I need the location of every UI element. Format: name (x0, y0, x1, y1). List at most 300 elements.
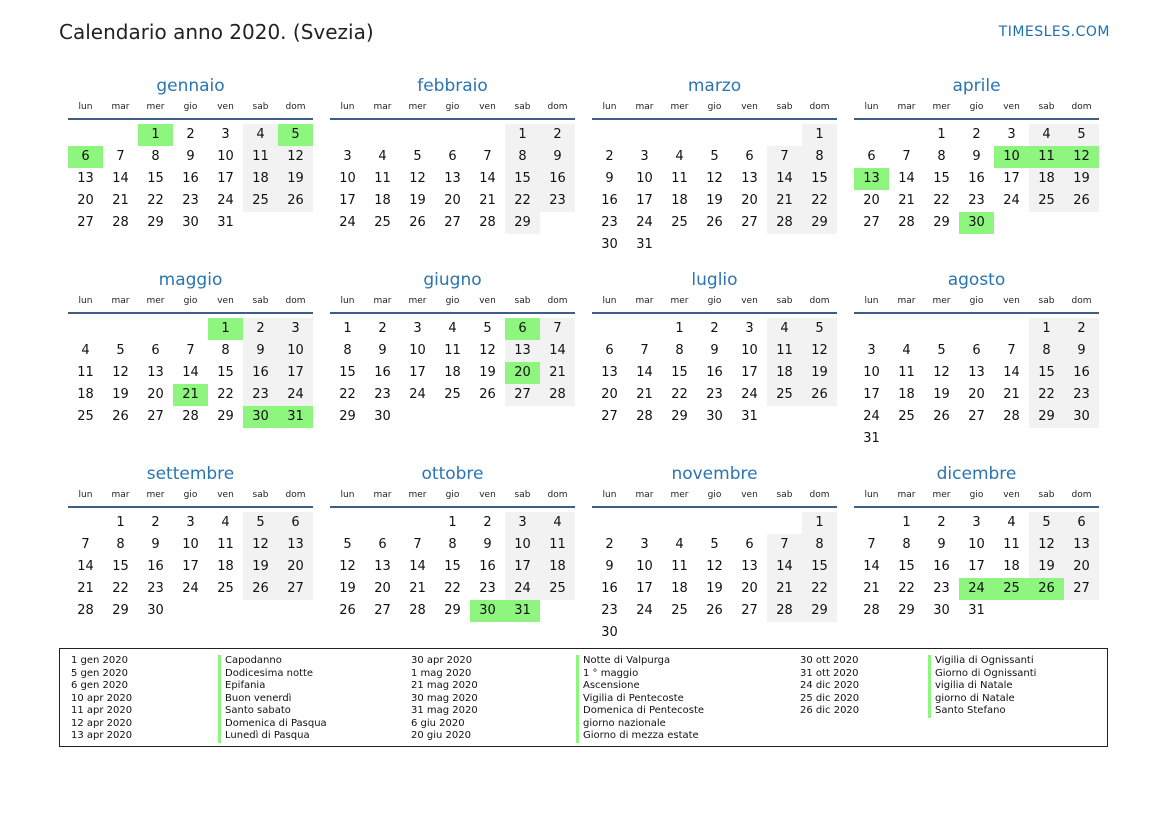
day-cell: 5 (343, 537, 352, 552)
empty-cell (697, 234, 732, 256)
weekday-label: lun (78, 296, 93, 306)
day-cell: 27 (863, 215, 880, 230)
day-cell: 20 (741, 193, 758, 208)
day-cell: 2 (243, 318, 278, 340)
day-cell: 27 (601, 409, 618, 424)
day-cell: 8 (343, 343, 352, 358)
day-cell: 9 (1064, 340, 1099, 362)
day-cell: 31 (217, 215, 234, 230)
weekday-label: ven (217, 102, 234, 112)
day-grid (592, 318, 837, 428)
day-cell: 5 (710, 537, 719, 552)
empty-cell (627, 622, 662, 644)
day-cell: 30 (601, 237, 618, 252)
weekday-label: mar (373, 490, 392, 500)
day-cell: 28 (479, 215, 496, 230)
day-cell: 8 (505, 146, 540, 168)
month-febbraio (330, 76, 575, 234)
day-cell: 8 (802, 146, 837, 168)
day-cell: 17 (278, 362, 313, 384)
empty-cell (767, 512, 802, 534)
day-cell: 12 (706, 559, 723, 574)
day-cell: 7 (413, 537, 422, 552)
holiday-name: Domenica di Pentecoste (576, 705, 704, 718)
weekday-label: lun (78, 102, 93, 112)
day-cell: 17 (968, 559, 985, 574)
empty-cell (103, 318, 138, 340)
day-cell: 25 (767, 384, 802, 406)
day-cell: 28 (182, 409, 199, 424)
day-cell: 27 (147, 409, 164, 424)
day-cell: 4 (448, 321, 457, 336)
month-novembre (592, 464, 837, 644)
empty-cell (802, 234, 837, 256)
holiday-date: 13 apr 2020 (71, 730, 133, 741)
day-cell: 22 (147, 193, 164, 208)
weekday-label: mar (897, 296, 916, 306)
day-cell: 16 (147, 559, 164, 574)
weekday-label: ven (741, 102, 758, 112)
day-cell: 27 (278, 578, 313, 600)
empty-cell (889, 318, 924, 340)
day-cell: 11 (540, 534, 575, 556)
legend-names-column (218, 655, 327, 743)
day-cell: 9 (483, 537, 492, 552)
day-cell: 10 (994, 146, 1029, 168)
day-cell: 8 (675, 343, 684, 358)
month-name: marzo (687, 76, 742, 96)
month-name: novembre (671, 464, 758, 484)
day-cell: 2 (378, 321, 387, 336)
day-cell: 6 (505, 318, 540, 340)
empty-cell (627, 512, 662, 534)
day-cell: 8 (221, 343, 230, 358)
day-cell: 25 (243, 190, 278, 212)
day-cell: 16 (601, 193, 618, 208)
day-cell: 21 (863, 581, 880, 596)
day-cell: 12 (479, 343, 496, 358)
day-cell: 7 (540, 318, 575, 340)
holiday-name: Lunedì di Pasqua (218, 730, 327, 743)
month-agosto (854, 270, 1099, 450)
month-name: maggio (158, 270, 223, 290)
day-cell: 6 (745, 537, 754, 552)
holiday-date: 1 gen 2020 (71, 655, 129, 666)
empty-cell (540, 212, 575, 234)
weekday-label: lun (602, 296, 617, 306)
day-grid (592, 124, 837, 256)
weekday-label: ven (741, 296, 758, 306)
day-cell: 7 (483, 149, 492, 164)
day-cell: 6 (68, 146, 103, 168)
holiday-date: 30 ott 2020 (800, 655, 859, 666)
day-cell: 26 (479, 387, 496, 402)
day-cell: 14 (182, 365, 199, 380)
day-grid (330, 318, 575, 428)
weekday-label: mar (111, 102, 130, 112)
day-cell: 4 (675, 149, 684, 164)
day-cell: 28 (112, 215, 129, 230)
weekday-header (592, 294, 837, 314)
day-cell: 5 (278, 124, 313, 146)
day-cell: 19 (1064, 168, 1099, 190)
day-cell: 19 (802, 362, 837, 384)
day-cell: 4 (540, 512, 575, 534)
empty-cell (103, 124, 138, 146)
day-cell: 22 (898, 581, 915, 596)
month-luglio (592, 270, 837, 428)
day-cell: 29 (112, 603, 129, 618)
day-cell: 1 (937, 127, 946, 142)
holiday-name: Vigilia di Pentecoste (576, 693, 704, 706)
day-cell: 7 (640, 343, 649, 358)
empty-cell (278, 600, 313, 622)
weekday-label: lun (602, 490, 617, 500)
empty-cell (1029, 600, 1064, 622)
weekday-header (330, 488, 575, 508)
day-cell: 31 (636, 237, 653, 252)
empty-cell (68, 512, 103, 534)
day-cell: 23 (968, 193, 985, 208)
day-cell: 1 (1029, 318, 1064, 340)
day-cell: 21 (77, 581, 94, 596)
day-cell: 10 (182, 537, 199, 552)
weekday-label: mer (670, 296, 689, 306)
weekday-label: mar (635, 296, 654, 306)
day-cell: 7 (116, 149, 125, 164)
weekday-label: mar (897, 490, 916, 500)
day-cell: 31 (741, 409, 758, 424)
day-cell: 16 (374, 365, 391, 380)
day-cell: 19 (479, 365, 496, 380)
holiday-legend (59, 648, 1108, 747)
day-cell: 21 (636, 387, 653, 402)
holiday-date: 1 mag 2020 (411, 667, 472, 679)
empty-cell (767, 234, 802, 256)
day-cell: 9 (243, 340, 278, 362)
empty-cell (68, 124, 103, 146)
day-cell: 31 (505, 600, 540, 622)
day-cell: 6 (605, 343, 614, 358)
empty-cell (767, 124, 802, 146)
day-cell: 11 (671, 171, 688, 186)
month-aprile (854, 76, 1099, 234)
day-cell: 21 (540, 362, 575, 384)
day-cell: 16 (601, 581, 618, 596)
day-cell: 23 (601, 603, 618, 618)
day-cell: 17 (339, 193, 356, 208)
day-cell: 23 (706, 387, 723, 402)
day-cell: 19 (278, 168, 313, 190)
day-cell: 30 (706, 409, 723, 424)
day-cell: 2 (605, 149, 614, 164)
day-cell: 24 (863, 409, 880, 424)
day-cell: 22 (505, 190, 540, 212)
day-cell: 27 (77, 215, 94, 230)
day-cell: 10 (636, 559, 653, 574)
weekday-label: gio (183, 102, 198, 112)
day-cell: 13 (741, 559, 758, 574)
weekday-label: mer (932, 490, 951, 500)
day-cell: 20 (77, 193, 94, 208)
day-cell: 18 (243, 168, 278, 190)
legend-dates-column (800, 655, 859, 718)
day-cell: 18 (767, 362, 802, 384)
weekday-label: ven (741, 490, 758, 500)
day-cell: 5 (710, 149, 719, 164)
empty-cell (767, 622, 802, 644)
day-cell: 26 (243, 578, 278, 600)
day-cell: 29 (1029, 406, 1064, 428)
weekday-header (854, 488, 1099, 508)
day-cell: 18 (671, 581, 688, 596)
day-cell: 16 (1064, 362, 1099, 384)
holiday-date: 6 giu 2020 (411, 717, 465, 729)
day-cell: 7 (186, 343, 195, 358)
day-cell: 21 (112, 193, 129, 208)
empty-cell (662, 622, 697, 644)
day-cell: 25 (374, 215, 391, 230)
day-cell: 26 (1064, 190, 1099, 212)
day-cell: 27 (741, 215, 758, 230)
day-cell: 1 (802, 124, 837, 146)
month-marzo (592, 76, 837, 256)
day-cell: 25 (444, 387, 461, 402)
weekday-label: mar (635, 102, 654, 112)
day-cell: 1 (138, 124, 173, 146)
weekday-label: mar (373, 102, 392, 112)
day-cell: 24 (636, 603, 653, 618)
weekday-label: dom (285, 490, 306, 500)
weekday-label: dom (1071, 490, 1092, 500)
day-cell: 3 (1007, 127, 1016, 142)
day-cell: 7 (81, 537, 90, 552)
weekday-label: lun (602, 102, 617, 112)
weekday-label: sab (776, 490, 793, 500)
day-cell: 18 (671, 193, 688, 208)
day-cell: 14 (767, 556, 802, 578)
day-cell: 30 (959, 212, 994, 234)
day-cell: 23 (374, 387, 391, 402)
weekday-label: gio (445, 102, 460, 112)
empty-cell (889, 124, 924, 146)
holiday-name: Ascensione (576, 680, 704, 693)
empty-cell (732, 622, 767, 644)
weekday-label: gio (969, 102, 984, 112)
day-cell: 28 (77, 603, 94, 618)
day-cell: 17 (409, 365, 426, 380)
day-cell: 9 (937, 537, 946, 552)
day-cell: 15 (933, 171, 950, 186)
day-cell: 29 (444, 603, 461, 618)
empty-cell (1064, 428, 1099, 450)
holiday-date: 11 apr 2020 (71, 705, 133, 716)
day-cell: 22 (112, 581, 129, 596)
day-cell: 2 (151, 515, 160, 530)
weekday-label: ven (479, 490, 496, 500)
day-cell: 8 (1029, 340, 1064, 362)
day-cell: 14 (540, 340, 575, 362)
day-cell: 22 (339, 387, 356, 402)
day-cell: 2 (540, 124, 575, 146)
empty-cell (697, 512, 732, 534)
empty-cell (662, 234, 697, 256)
day-cell: 10 (409, 343, 426, 358)
weekday-header (854, 100, 1099, 120)
day-cell: 16 (243, 362, 278, 384)
day-cell: 25 (898, 409, 915, 424)
weekday-label: dom (1071, 102, 1092, 112)
day-cell: 4 (767, 318, 802, 340)
empty-cell (1064, 212, 1099, 234)
holiday-date: 10 apr 2020 (71, 692, 133, 704)
empty-cell (767, 406, 802, 428)
empty-cell (470, 124, 505, 146)
weekday-label: mar (111, 296, 130, 306)
day-cell: 11 (444, 343, 461, 358)
day-cell: 30 (933, 603, 950, 618)
day-cell: 6 (745, 149, 754, 164)
day-cell: 10 (505, 534, 540, 556)
day-cell: 14 (636, 365, 653, 380)
weekday-label: sab (252, 296, 269, 306)
empty-cell (994, 212, 1029, 234)
weekday-header (330, 100, 575, 120)
day-cell: 11 (374, 171, 391, 186)
day-cell: 10 (968, 537, 985, 552)
day-cell: 16 (706, 365, 723, 380)
weekday-label: mer (146, 490, 165, 500)
empty-cell (854, 512, 889, 534)
holiday-date: 21 mag 2020 (411, 680, 478, 691)
holiday-date: 26 dic 2020 (800, 705, 860, 716)
day-cell: 8 (937, 149, 946, 164)
day-cell: 2 (186, 127, 195, 142)
day-cell: 17 (636, 193, 653, 208)
weekday-header (854, 294, 1099, 314)
day-cell: 19 (706, 193, 723, 208)
empty-cell (592, 318, 627, 340)
day-cell: 20 (863, 193, 880, 208)
empty-cell (400, 512, 435, 534)
day-cell: 19 (1029, 556, 1064, 578)
day-cell: 26 (706, 603, 723, 618)
day-cell: 11 (217, 537, 234, 552)
day-cell: 17 (741, 365, 758, 380)
weekday-label: ven (217, 296, 234, 306)
day-cell: 22 (217, 387, 234, 402)
empty-cell (924, 428, 959, 450)
weekday-label: gio (707, 490, 722, 500)
day-cell: 25 (1029, 190, 1064, 212)
day-cell: 14 (112, 171, 129, 186)
day-cell: 6 (448, 149, 457, 164)
day-cell: 18 (77, 387, 94, 402)
day-cell: 6 (151, 343, 160, 358)
day-cell: 21 (409, 581, 426, 596)
day-cell: 18 (374, 193, 391, 208)
day-cell: 14 (863, 559, 880, 574)
empty-cell (435, 406, 470, 428)
day-cell: 8 (116, 537, 125, 552)
empty-cell (994, 428, 1029, 450)
day-cell: 25 (540, 578, 575, 600)
day-cell: 29 (933, 215, 950, 230)
weekday-label: dom (1071, 296, 1092, 306)
day-cell: 15 (898, 559, 915, 574)
empty-cell (627, 318, 662, 340)
day-cell: 5 (413, 149, 422, 164)
day-cell: 9 (710, 343, 719, 358)
day-cell: 23 (933, 581, 950, 596)
day-cell: 20 (601, 387, 618, 402)
weekday-label: dom (285, 296, 306, 306)
weekday-label: gio (445, 296, 460, 306)
day-cell: 28 (636, 409, 653, 424)
day-cell: 12 (706, 171, 723, 186)
holiday-name: Capodanno (218, 655, 327, 668)
day-cell: 10 (863, 365, 880, 380)
day-cell: 7 (902, 149, 911, 164)
day-cell: 7 (1007, 343, 1016, 358)
day-cell: 2 (483, 515, 492, 530)
day-cell: 27 (741, 603, 758, 618)
day-cell: 12 (1029, 534, 1064, 556)
empty-cell (627, 124, 662, 146)
weekday-label: dom (547, 296, 568, 306)
weekday-label: sab (252, 490, 269, 500)
holiday-date: 30 apr 2020 (411, 655, 473, 666)
day-cell: 3 (972, 515, 981, 530)
day-cell: 2 (1064, 318, 1099, 340)
day-cell: 15 (505, 168, 540, 190)
empty-cell (435, 124, 470, 146)
day-cell: 27 (505, 384, 540, 406)
holiday-date: 31 mag 2020 (411, 705, 478, 716)
day-cell: 19 (339, 581, 356, 596)
holiday-date: 24 dic 2020 (800, 680, 860, 691)
day-cell: 21 (1003, 387, 1020, 402)
legend-names-column (928, 655, 1036, 718)
day-grid (68, 512, 313, 622)
month-name: giugno (423, 270, 482, 290)
holiday-name: Santo sabato (218, 705, 327, 718)
day-cell: 27 (444, 215, 461, 230)
day-cell: 27 (1064, 578, 1099, 600)
day-cell: 9 (378, 343, 387, 358)
holiday-name: giorno di Natale (928, 693, 1036, 706)
day-cell: 10 (339, 171, 356, 186)
day-cell: 16 (933, 559, 950, 574)
weekday-header (68, 294, 313, 314)
day-cell: 13 (77, 171, 94, 186)
day-cell: 3 (278, 318, 313, 340)
weekday-label: lun (340, 102, 355, 112)
day-cell: 20 (374, 581, 391, 596)
day-grid (854, 318, 1099, 450)
day-cell: 3 (505, 512, 540, 534)
weekday-label: sab (514, 102, 531, 112)
empty-cell (994, 600, 1029, 622)
day-cell: 31 (278, 406, 313, 428)
day-cell: 20 (147, 387, 164, 402)
brand-link[interactable]: TIMESLES.COM (998, 24, 1110, 40)
empty-cell (330, 512, 365, 534)
day-cell: 5 (483, 321, 492, 336)
empty-cell (208, 600, 243, 622)
day-cell: 26 (278, 190, 313, 212)
day-cell: 24 (339, 215, 356, 230)
